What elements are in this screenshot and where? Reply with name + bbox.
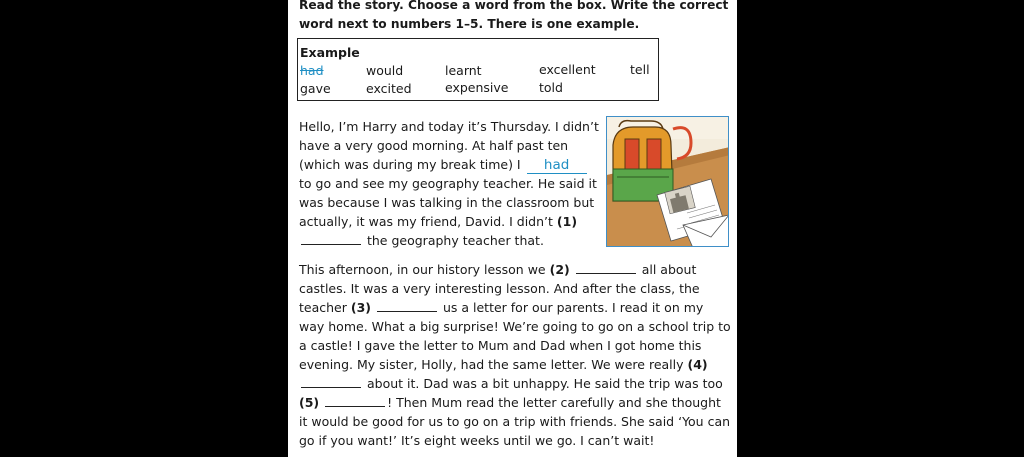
word-box-word: expensive <box>445 80 509 95</box>
worksheet-page <box>288 0 737 457</box>
illustration-backpack-and-letter <box>606 116 729 247</box>
gap-number-1: (1) <box>556 214 578 229</box>
word-box-word: learnt <box>445 63 482 78</box>
example-answer: had <box>527 158 587 174</box>
answer-blank-2[interactable] <box>576 260 636 274</box>
word-box-word: gave <box>300 81 331 96</box>
story-text: about it. Dad was a bit unhappy. He said the trip was too <box>366 376 723 391</box>
answer-blank-3[interactable] <box>377 298 437 312</box>
word-box-word: had <box>300 63 324 78</box>
story-text: us a letter for our parents. I read it on my way home. What a big surprise! We’re going to go on a school trip to a castle! I gave the letter to Mum and Dad when I got home this evening. My sister, Holly, had the same letter. We were really <box>299 300 731 372</box>
story-text: Hello, I’m Harry and today it’s Thursday. I didn’t have a very good morning. At half past ten (which was during my break time) I <box>299 119 599 172</box>
answer-blank-5[interactable] <box>325 393 385 407</box>
story-text: all about castles. It was a very interesting lesson. And after the class, the teacher <box>299 262 700 315</box>
story-text: This afternoon, in our history lesson we <box>299 262 546 277</box>
instructions: Read the story. Choose a word from the box. Write the correct word next to numbers 1–5. There is one example. <box>299 0 729 31</box>
illustration-drawing <box>607 117 729 247</box>
word-box-word: tell <box>630 62 650 77</box>
answer-blank-1[interactable] <box>301 231 361 245</box>
story-paragraph-1 <box>299 117 602 250</box>
story-text: ! Then Mum read the letter carefully and she thought it would be good for us to go on a trip with friends. She said ‘You can go if you want!’ It’s eight weeks until we go. I can’t wait! <box>299 395 731 448</box>
word-box <box>297 38 659 101</box>
gap-number-2: (2) <box>549 262 570 277</box>
word-box-word: would <box>366 63 404 78</box>
word-box-word: excellent <box>539 62 596 77</box>
gap-number-4: (4) <box>687 357 708 372</box>
story-paragraph-2 <box>299 260 731 450</box>
gap-number-5: (5) <box>299 395 320 410</box>
word-box-label: Example <box>300 45 360 60</box>
answer-blank-4[interactable] <box>301 374 361 388</box>
story-text: to go and see my geography teacher. He said it was because I was talking in the classroom but actually, it was my friend, David. I didn’t <box>299 176 597 229</box>
word-box-word: told <box>539 80 563 95</box>
story-text: the geography teacher that. <box>366 233 544 248</box>
gap-number-3: (3) <box>350 300 371 315</box>
word-box-word: excited <box>366 81 412 96</box>
